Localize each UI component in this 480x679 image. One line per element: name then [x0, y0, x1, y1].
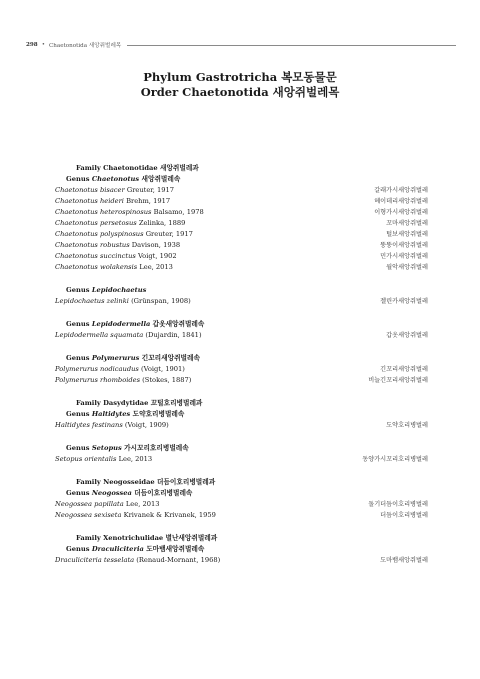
species-author: Balsamo, 1978: [153, 208, 204, 216]
family-heading: [55, 533, 428, 544]
species-author: Brehm, 1917: [126, 197, 171, 205]
species-korean-name: 헤이데리새앙쥐벌레: [374, 198, 428, 205]
species-row: [55, 364, 428, 375]
genus-heading: [55, 443, 428, 454]
species-korean-name: 도마뱀새앙쥐벌레: [380, 557, 428, 564]
species-author: (Stokes, 1887): [142, 376, 192, 384]
taxon-section: [55, 319, 428, 341]
running-header: [26, 41, 456, 49]
genus-heading: [55, 285, 428, 296]
species-author: Lee, 2013: [118, 455, 153, 463]
species-row: [55, 218, 428, 229]
species-author: (Renaud-Mornant, 1968): [136, 556, 221, 564]
species-author: Voigt, 1902: [137, 252, 177, 260]
species-row: [55, 375, 428, 386]
species-name: Chaetonotus robustus: [55, 241, 130, 249]
species-korean-name: 비늘긴꼬리새앙쥐벌레: [368, 377, 428, 384]
rank-label: Family: [76, 478, 101, 486]
korean-name: 새앙쥐벌레과: [160, 164, 199, 172]
taxon-section: [55, 353, 428, 386]
korean-name: 별난새앙쥐벌레과: [165, 534, 218, 542]
species-author: Greuter, 1917: [145, 230, 193, 238]
rank-label: Genus: [66, 175, 90, 183]
header-separator: •: [41, 42, 45, 48]
species-citation: [55, 229, 193, 240]
species-citation: [55, 196, 170, 207]
species-name: Polymerurus nodicaudus: [55, 365, 139, 373]
korean-name: 새앙쥐벌레속: [141, 175, 181, 183]
genus-heading: [55, 353, 428, 364]
species-korean-name: 갈래가시새앙쥐벌레: [374, 187, 428, 194]
species-name: Chaetonotus succinctus: [55, 252, 136, 260]
taxon-section: [55, 477, 428, 521]
page-number: 298: [26, 42, 38, 48]
korean-name: 더듬이호리병벌레속: [134, 489, 193, 497]
taxon-list: [55, 163, 428, 578]
taxon-section: [55, 398, 428, 431]
species-citation: [55, 454, 152, 465]
species-name: Chaetonotus heideri: [55, 197, 124, 205]
korean-name: 도약호리병벌레속: [132, 410, 185, 418]
species-korean-name: 뚱뚱이새앙쥐벌레: [380, 242, 428, 249]
korean-name: 도마뱀새앙쥐벌레속: [146, 545, 205, 553]
rank-label: Genus: [66, 354, 90, 362]
species-citation: [55, 240, 180, 251]
korean-name: 갑옷새앙쥐벌레속: [152, 320, 205, 328]
species-author: (Grünspan, 1908): [131, 297, 191, 305]
species-author: Zelinka, 1889: [138, 219, 186, 227]
species-korean-name: 갑옷새앙쥐벌레: [386, 332, 428, 339]
species-name: Draculiciteria tesselata: [55, 556, 135, 564]
species-name: Polymerurus rhomboides: [55, 376, 141, 384]
species-row: [55, 296, 428, 307]
species-citation: [55, 555, 220, 566]
species-citation: [55, 185, 174, 196]
korean-name: 꼬털호리병벌레과: [150, 399, 203, 407]
genus-heading: [55, 174, 428, 185]
taxon-name: Setopus: [91, 444, 122, 452]
species-row: [55, 454, 428, 465]
species-name: Chaetonotus persetosus: [55, 219, 137, 227]
taxon-name: Draculiciteria: [91, 545, 144, 553]
species-citation: [55, 510, 216, 521]
species-name: Chaetonotus wolakensis: [55, 263, 138, 271]
species-name: Lepidochaetus zelinki: [55, 297, 129, 305]
species-row: [55, 229, 428, 240]
species-author: (Voigt, 1909): [124, 421, 169, 429]
species-korean-name: 젤린카새앙쥐벌레: [380, 298, 428, 305]
species-row: [55, 420, 428, 431]
species-author: Lee, 2013: [125, 500, 160, 508]
species-name: Haltidytes festinans: [55, 421, 123, 429]
rank-label: Family: [76, 399, 101, 407]
taxon-section: [55, 163, 428, 273]
taxon-section: [55, 443, 428, 465]
taxon-name: Xenotrichulidae: [103, 534, 164, 542]
species-row: [55, 262, 428, 273]
genus-heading: [55, 488, 428, 499]
rank-label: Genus: [66, 410, 90, 418]
taxon-name: Chaetonotus: [91, 175, 140, 183]
rank-label: Family: [76, 164, 101, 172]
species-korean-name: 돌기더듬이호리병벌레: [368, 501, 428, 508]
taxon-section: [55, 533, 428, 566]
species-name: Lepidodermella squamata: [55, 331, 144, 339]
species-name: Setopus orientalis: [55, 455, 117, 463]
species-author: Lee, 2013: [139, 263, 173, 271]
species-row: [55, 499, 428, 510]
species-row: [55, 207, 428, 218]
species-citation: [55, 420, 169, 431]
taxon-name: Neogosseidae: [103, 478, 155, 486]
species-korean-name: 동양가시꼬리호리병벌레: [362, 456, 428, 463]
genus-heading: [55, 409, 428, 420]
species-citation: [55, 296, 191, 307]
genus-heading: [55, 544, 428, 555]
rank-label: Genus: [66, 545, 90, 553]
species-name: Chaetonotus heterospinosus: [55, 208, 152, 216]
species-korean-name: 털보새앙쥐벌레: [386, 231, 428, 238]
species-name: Chaetonotus polyspinosus: [55, 230, 144, 238]
taxon-name: Polymerurus: [91, 354, 140, 362]
taxon-name: Dasydytidae: [103, 399, 149, 407]
species-row: [55, 185, 428, 196]
rank-label: Genus: [66, 320, 90, 328]
header-rule: [127, 45, 456, 46]
korean-name: 가시꼬리호리병벌레속: [124, 444, 189, 452]
rank-label: Family: [76, 534, 101, 542]
species-citation: [55, 375, 191, 386]
species-author: (Dujardin, 1841): [145, 331, 202, 339]
taxon-name: Lepidodermella: [91, 320, 151, 328]
order-title: Order Chaetonotida 새앙쥐벌레목: [140, 85, 340, 99]
species-citation: [55, 499, 160, 510]
running-title: Chaetonotida 새앙쥐벌레목: [49, 43, 122, 49]
species-citation: [55, 251, 177, 262]
species-row: [55, 555, 428, 566]
species-row: [55, 251, 428, 262]
species-korean-name: 더듬이호리병벌레: [380, 512, 428, 519]
taxon-name: Lepidochaetus: [91, 286, 147, 294]
taxon-name: Neogossea: [91, 489, 132, 497]
family-heading: [55, 477, 428, 488]
species-author: (Voigt, 1901): [141, 365, 185, 373]
taxon-section: [55, 285, 428, 307]
species-row: [55, 510, 428, 521]
species-author: Davison, 1938: [131, 241, 181, 249]
species-author: Greuter, 1917: [126, 186, 175, 194]
species-author: Krivanek & Krivanek, 1959: [123, 511, 216, 519]
species-korean-name: 도약호리병벌레: [386, 422, 428, 429]
rank-label: Genus: [66, 489, 90, 497]
species-citation: [55, 218, 185, 229]
species-citation: [55, 207, 204, 218]
family-heading: [55, 398, 428, 409]
species-korean-name: 월악새앙쥐벌레: [386, 264, 428, 271]
korean-name: 긴꼬리새앙쥐벌레속: [141, 354, 200, 362]
species-name: Neogossea sexiseta: [55, 511, 122, 519]
species-name: Chaetonotus bisacer: [55, 186, 125, 194]
rank-label: Genus: [66, 444, 90, 452]
species-citation: [55, 262, 173, 273]
korean-name: 더듬이호리병벌레과: [157, 478, 216, 486]
species-citation: [55, 330, 202, 341]
species-citation: [55, 364, 185, 375]
family-heading: [55, 163, 428, 174]
species-name: Neogossea papillata: [55, 500, 124, 508]
species-korean-name: 긴꼬리새앙쥐벌레: [380, 366, 428, 373]
rank-label: Genus: [66, 286, 90, 294]
species-korean-name: 민가시새앙쥐벌레: [380, 253, 428, 260]
genus-heading: [55, 319, 428, 330]
species-row: [55, 196, 428, 207]
phylum-title: Phylum Gastrotricha 복모동물문: [143, 70, 337, 84]
taxon-name: Chaetonotidae: [103, 164, 158, 172]
species-korean-name: 이형가시새앙쥐벌레: [374, 209, 428, 216]
species-row: [55, 240, 428, 251]
species-row: [55, 330, 428, 341]
species-korean-name: 꼬마새앙쥐벌레: [386, 220, 428, 227]
taxon-name: Haltidytes: [91, 410, 131, 418]
